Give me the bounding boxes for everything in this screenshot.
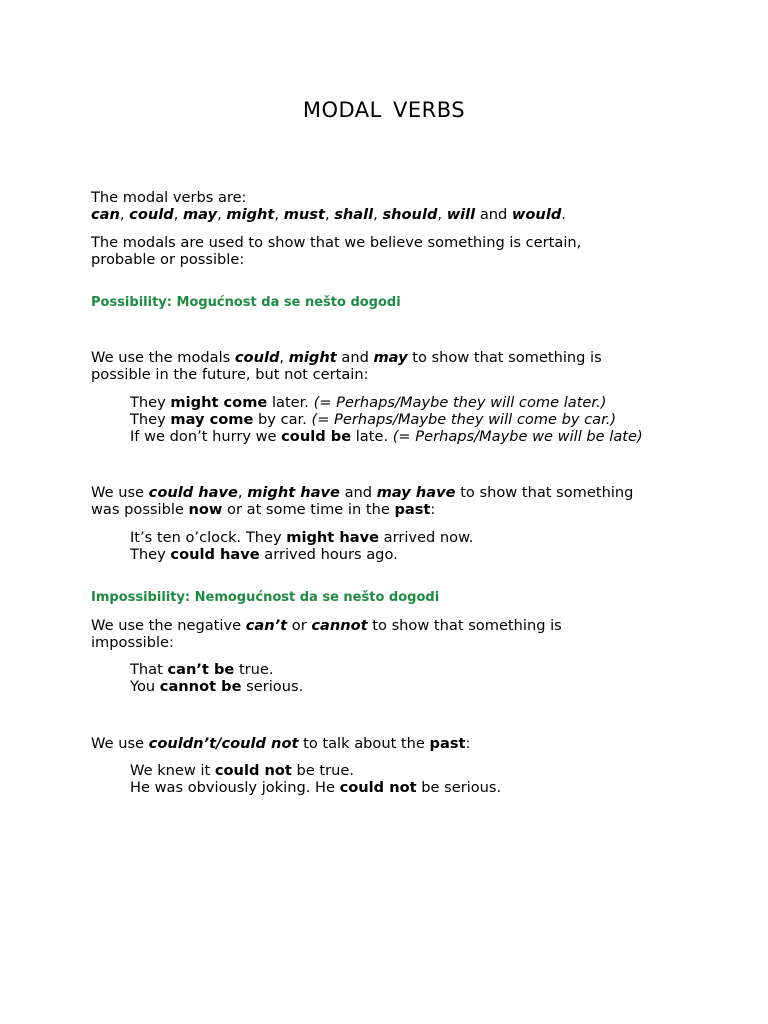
paragraph-line: [91, 349, 691, 366]
verb: may have: [376, 484, 456, 501]
impossibility-past-paragraph: [91, 735, 691, 752]
text: They: [130, 411, 171, 428]
intro-block: [91, 189, 691, 223]
possibility-heading: Possibility: Mogućnost da se nešto dogodi: [91, 295, 401, 310]
example-sentence: [130, 428, 730, 445]
modal-phrase: might have: [286, 529, 380, 546]
modal-phrase: might come: [170, 394, 268, 411]
separator: ,: [279, 349, 289, 366]
impossibility-past-examples: [130, 762, 730, 796]
text: or at some time in the: [222, 501, 395, 518]
conjunction: or: [287, 617, 312, 634]
verb: could: [129, 206, 174, 223]
verb: might: [226, 206, 275, 223]
text: to show that something is: [367, 617, 562, 634]
verb: can: [91, 206, 120, 223]
text: was possible: [91, 501, 189, 518]
example-sentence: [130, 546, 730, 563]
text: be serious.: [416, 779, 502, 796]
impossibility-paragraph: [91, 617, 691, 651]
text: He was obviously joking. He: [130, 779, 340, 796]
text: to show that something is: [407, 349, 602, 366]
verb: shall: [334, 206, 374, 223]
text: arrived hours ago.: [259, 546, 398, 563]
paragraph-line: [91, 617, 691, 634]
paragraph-line: possible in the future, but not certain:: [91, 366, 369, 383]
explanation: (= Perhaps/Maybe we will be late): [392, 428, 643, 445]
text: That: [130, 661, 168, 678]
possibility-past-examples: [130, 529, 730, 563]
paragraph-line: probable or possible:: [91, 251, 245, 268]
text: We use the modals: [91, 349, 235, 366]
separator: ,: [274, 206, 284, 223]
modal-phrase: could have: [170, 546, 260, 563]
example-sentence: [130, 762, 730, 779]
text: It’s ten o’clock. They: [130, 529, 287, 546]
separator: ,: [173, 206, 183, 223]
paragraph-line: [91, 501, 691, 518]
example-sentence: [130, 678, 730, 695]
verb: would: [511, 206, 562, 223]
example-sentence: [130, 661, 730, 678]
emphasis: past: [429, 735, 466, 752]
emphasis: past: [394, 501, 431, 518]
verb: couldn’t: [148, 735, 217, 752]
modal-phrase: could be: [281, 428, 352, 445]
separator: /: [216, 735, 222, 752]
text: be true.: [291, 762, 354, 779]
impossibility-heading: Impossibility: Nemogućnost da se nešto dogodi: [91, 590, 440, 605]
punctuation: :: [465, 735, 471, 752]
verb: could not: [221, 735, 299, 752]
verb: could have: [148, 484, 238, 501]
text: later.: [267, 394, 314, 411]
separator: ,: [373, 206, 383, 223]
verb: may: [182, 206, 218, 223]
text: We use the negative: [91, 617, 246, 634]
verb: might: [288, 349, 337, 366]
punctuation: :: [430, 501, 436, 518]
text: arrived now.: [379, 529, 474, 546]
separator: ,: [324, 206, 335, 223]
separator: ,: [237, 484, 248, 501]
modal-phrase: may come: [170, 411, 254, 428]
verb: might have: [247, 484, 340, 501]
text: to show that something: [455, 484, 634, 501]
text: If we don’t hurry we: [130, 428, 282, 445]
verb: cannot: [311, 617, 368, 634]
separator: ,: [217, 206, 227, 223]
page-title: MODAL VERBS: [302, 98, 466, 122]
verb: will: [446, 206, 476, 223]
separator: ,: [437, 206, 447, 223]
modal-phrase: could not: [214, 762, 292, 779]
paragraph-line: The modals are used to show that we believe something is certain,: [91, 234, 582, 251]
possibility-past-paragraph: [91, 484, 691, 518]
text: to talk about the: [298, 735, 430, 752]
example-sentence: [130, 779, 730, 796]
paragraph-line: impossible:: [91, 634, 174, 651]
conjunction: and: [475, 206, 512, 223]
verb: may: [373, 349, 408, 366]
text: by car.: [253, 411, 312, 428]
paragraph-line: [91, 484, 691, 501]
verb: could: [234, 349, 280, 366]
verb: should: [382, 206, 438, 223]
paragraph-line: [91, 735, 691, 752]
separator: ,: [119, 206, 130, 223]
explanation: (= Perhaps/Maybe they will come by car.): [311, 411, 617, 428]
modal-phrase: cannot be: [159, 678, 242, 695]
modals-used-paragraph: [91, 234, 691, 268]
text: true.: [234, 661, 274, 678]
text: We use: [91, 735, 149, 752]
intro-line: The modal verbs are:: [91, 189, 247, 206]
verb: must: [283, 206, 325, 223]
possibility-examples: [130, 394, 730, 445]
text: You: [130, 678, 160, 695]
text: We knew it: [130, 762, 215, 779]
impossibility-examples: [130, 661, 730, 695]
example-sentence: [130, 529, 730, 546]
possibility-paragraph: [91, 349, 691, 383]
modal-phrase: could not: [339, 779, 417, 796]
verb: can’t: [245, 617, 288, 634]
text: They: [130, 394, 171, 411]
punctuation: .: [561, 206, 566, 223]
emphasis: now: [188, 501, 223, 518]
example-sentence: [130, 411, 730, 428]
text: We use: [91, 484, 149, 501]
explanation: (= Perhaps/Maybe they will come later.): [313, 394, 607, 411]
text: late.: [351, 428, 393, 445]
text: serious.: [241, 678, 304, 695]
conjunction: and: [336, 349, 374, 366]
conjunction: and: [339, 484, 377, 501]
modal-verb-list: [91, 206, 691, 223]
modal-phrase: can’t be: [167, 661, 235, 678]
text: They: [130, 546, 171, 563]
example-sentence: [130, 394, 730, 411]
